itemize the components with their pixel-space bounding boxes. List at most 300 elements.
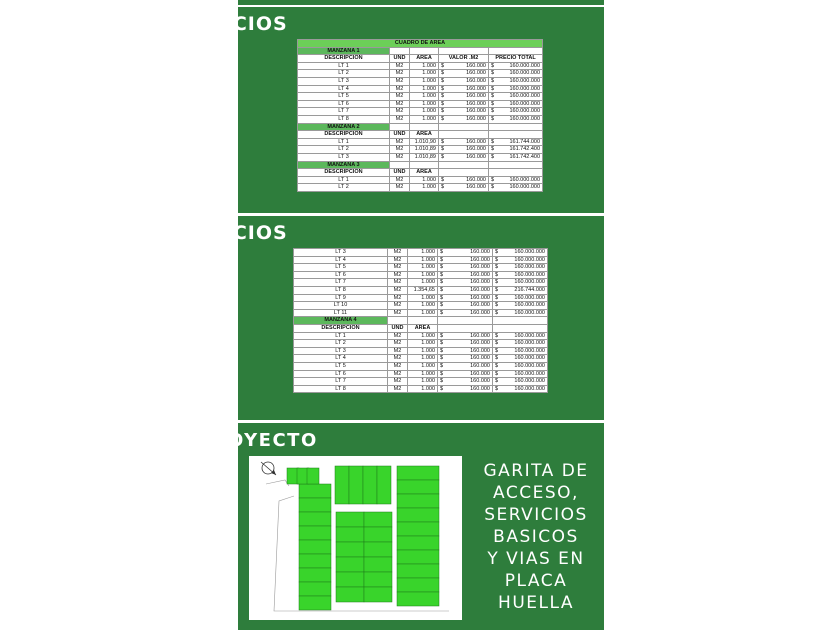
lot-area: 1.000	[408, 294, 438, 302]
amount: 160.000.000	[514, 385, 545, 392]
lot-total-price	[489, 138, 543, 146]
lot-value-m2	[439, 62, 489, 70]
lot-value-m2	[438, 385, 493, 393]
table-row	[294, 332, 548, 340]
lot-value-m2	[439, 146, 489, 154]
table-row	[294, 271, 548, 279]
lot-unit: M2	[390, 176, 410, 184]
lot-description: LT 6	[298, 100, 390, 108]
currency-symbol: $	[441, 108, 445, 115]
lot	[397, 480, 439, 494]
currency-symbol: $	[441, 100, 445, 107]
amount: 160.000	[470, 347, 490, 354]
lot-description: LT 4	[294, 355, 388, 363]
amount: 161.744.000	[509, 138, 541, 145]
lot-total-price	[489, 153, 543, 161]
amount: 160.000	[466, 85, 486, 92]
lot	[364, 572, 392, 587]
lot-area: 1.000	[408, 370, 438, 378]
amount: 160.000.000	[514, 309, 545, 316]
lot-unit: M2	[390, 153, 410, 161]
currency-symbol: $	[495, 370, 499, 377]
amenities-text	[470, 460, 602, 614]
empty-cell	[439, 47, 489, 55]
amount: 216.744.000	[514, 286, 545, 293]
lot-total-price	[489, 146, 543, 154]
lot-value-m2	[438, 355, 493, 363]
header-row	[294, 324, 548, 332]
lot-area: 1.000	[408, 378, 438, 386]
currency-symbol: $	[495, 347, 499, 354]
header-valor	[439, 131, 489, 139]
amount: 161.742.400	[509, 146, 541, 153]
table-row	[298, 115, 543, 123]
header-descripcion: DESCRIPCION	[298, 131, 390, 139]
amount: 160.000.000	[514, 271, 545, 278]
amount: 160.000	[466, 108, 486, 115]
lot-area: 1.354,65	[408, 286, 438, 294]
amount: 160.000.000	[509, 100, 541, 107]
currency-symbol: $	[441, 146, 445, 153]
lot	[364, 557, 392, 572]
header-und: UND	[390, 169, 410, 177]
amount: 160.000	[466, 138, 486, 145]
lot-description: LT 6	[294, 271, 388, 279]
lot	[299, 554, 331, 568]
lot-unit: M2	[388, 256, 408, 264]
currency-symbol: $	[440, 347, 444, 354]
currency-symbol: $	[441, 184, 445, 191]
lot-description: LT 3	[294, 347, 388, 355]
amount: 160.000	[466, 93, 486, 100]
lot-unit: M2	[390, 108, 410, 116]
lot-total-price	[493, 385, 548, 393]
lot-unit: M2	[388, 264, 408, 272]
currency-symbol: $	[491, 62, 495, 69]
lot-total-price	[489, 184, 543, 192]
table-row	[294, 294, 548, 302]
lot-unit: M2	[388, 385, 408, 393]
table-row	[294, 256, 548, 264]
lot-unit: M2	[390, 77, 410, 85]
header-area: AREA	[408, 324, 438, 332]
header-row	[298, 55, 543, 63]
lot-value-m2	[438, 249, 493, 257]
currency-symbol: $	[495, 264, 499, 271]
lot-description: LT 1	[298, 138, 390, 146]
amount: 161.742.400	[509, 153, 541, 160]
lot-value-m2	[438, 309, 493, 317]
lot-description: LT 9	[294, 294, 388, 302]
lot-area: 1.010,89	[410, 146, 439, 154]
header-und: UND	[388, 324, 408, 332]
header-valor	[438, 324, 493, 332]
lot-area: 1.000	[410, 62, 439, 70]
currency-symbol: $	[495, 332, 499, 339]
manzana-2-label: MANZANA 2	[298, 123, 390, 131]
amenities-line: HUELLA	[498, 593, 574, 613]
lot-area: 1.000	[408, 264, 438, 272]
amount: 160.000.000	[514, 264, 545, 271]
lot-value-m2	[438, 286, 493, 294]
lot	[397, 550, 439, 564]
lot-description: LT 5	[294, 362, 388, 370]
currency-symbol: $	[440, 286, 444, 293]
lot	[336, 542, 364, 557]
lot-description: LT 2	[298, 70, 390, 78]
empty-cell	[438, 317, 493, 325]
amount: 160.000	[466, 62, 486, 69]
lot	[397, 578, 439, 592]
manzana-4-label: MANZANA 4	[294, 317, 388, 325]
lot-description: LT 1	[298, 62, 390, 70]
amount: 160.000	[466, 100, 486, 107]
lot-total-price	[493, 362, 548, 370]
amount: 160.000.000	[514, 340, 545, 347]
lot	[299, 498, 331, 512]
amount: 160.000.000	[514, 362, 545, 369]
lot-unit: M2	[390, 70, 410, 78]
lot	[299, 568, 331, 582]
amount: 160.000	[470, 294, 490, 301]
header-und: UND	[390, 131, 410, 139]
lot	[336, 527, 364, 542]
amenities-line: GARITA DE	[483, 461, 589, 481]
lot	[299, 512, 331, 526]
lot	[397, 564, 439, 578]
lot-area: 1.000	[408, 385, 438, 393]
lot-description: LT 8	[298, 115, 390, 123]
lot-unit: M2	[390, 100, 410, 108]
currency-symbol: $	[440, 332, 444, 339]
amount: 160.000.000	[514, 378, 545, 385]
price-table-1	[297, 39, 543, 192]
currency-symbol: $	[440, 256, 444, 263]
lot	[349, 466, 363, 504]
amount: 160.000	[470, 256, 490, 263]
table-row	[294, 362, 548, 370]
amount: 160.000	[466, 176, 486, 183]
amount: 160.000.000	[509, 77, 541, 84]
amount: 160.000.000	[514, 332, 545, 339]
currency-symbol: $	[495, 294, 499, 301]
lot-description: LT 3	[294, 249, 388, 257]
lot-unit: M2	[388, 309, 408, 317]
amount: 160.000	[466, 146, 486, 153]
lot-area: 1.000	[410, 100, 439, 108]
amount: 160.000.000	[514, 355, 545, 362]
lot-area: 1.000	[410, 108, 439, 116]
lot-description: LT 5	[294, 264, 388, 272]
lot-area: 1.000	[410, 93, 439, 101]
table-row	[298, 184, 543, 192]
amenities-line: BASICOS	[493, 527, 579, 547]
amount: 160.000	[470, 286, 490, 293]
amount: 160.000.000	[509, 70, 541, 77]
empty-cell	[410, 47, 439, 55]
currency-symbol: $	[441, 62, 445, 69]
amount: 160.000.000	[509, 115, 541, 122]
lot	[397, 522, 439, 536]
lot-total-price	[493, 249, 548, 257]
lot-total-price	[493, 309, 548, 317]
table-row	[294, 385, 548, 393]
lot-value-m2	[438, 264, 493, 272]
currency-symbol: $	[441, 115, 445, 122]
lot-area: 1.000	[408, 340, 438, 348]
amenities-line: SERVICIOS	[484, 505, 588, 525]
lot	[364, 542, 392, 557]
table-row	[298, 138, 543, 146]
lot-description: LT 4	[294, 256, 388, 264]
lot-value-m2	[439, 77, 489, 85]
lot-total-price	[489, 115, 543, 123]
lot-unit: M2	[388, 347, 408, 355]
currency-symbol: $	[441, 77, 445, 84]
lot-value-m2	[438, 279, 493, 287]
lot-unit: M2	[390, 93, 410, 101]
currency-symbol: $	[491, 93, 495, 100]
lot-value-m2	[439, 85, 489, 93]
price-list-title-2: LISTA DE PRECIOS	[78, 222, 288, 244]
lot-area: 1.000	[408, 302, 438, 310]
header-area: AREA	[410, 55, 439, 63]
lot-value-m2	[439, 93, 489, 101]
lot-area: 1.010,90	[410, 138, 439, 146]
price-list-title-1: LISTA DE PRECIOS	[78, 13, 288, 35]
empty-cell	[410, 123, 439, 131]
currency-symbol: $	[495, 279, 499, 286]
empty-cell	[390, 161, 410, 169]
lot-total-price	[489, 100, 543, 108]
lot-total-price	[489, 77, 543, 85]
amount: 160.000.000	[509, 62, 541, 69]
currency-symbol: $	[441, 70, 445, 77]
currency-symbol: $	[495, 256, 499, 263]
table-row	[294, 302, 548, 310]
lot-value-m2	[438, 271, 493, 279]
empty-cell	[439, 161, 489, 169]
lot-area: 1.000	[410, 184, 439, 192]
lot-value-m2	[438, 347, 493, 355]
lot-area: 1.000	[408, 249, 438, 257]
amount: 160.000	[466, 153, 486, 160]
lot-total-price	[489, 85, 543, 93]
lot-value-m2	[438, 340, 493, 348]
lot-unit: M2	[388, 279, 408, 287]
lot-value-m2	[439, 100, 489, 108]
lot-total-price	[493, 279, 548, 287]
table-row	[294, 286, 548, 294]
currency-symbol: $	[495, 362, 499, 369]
header-descripcion: DESCRIPCION	[294, 324, 388, 332]
amount: 160.000.000	[514, 279, 545, 286]
amount: 160.000.000	[509, 85, 541, 92]
lot-value-m2	[439, 184, 489, 192]
header-row	[298, 131, 543, 139]
amount: 160.000	[470, 249, 490, 255]
empty-cell	[410, 161, 439, 169]
lot-area: 1.000	[410, 176, 439, 184]
table-row	[298, 153, 543, 161]
amenities-line: Y VIAS EN	[487, 549, 585, 569]
lot-unit: M2	[390, 62, 410, 70]
table-row	[294, 378, 548, 386]
empty-cell	[489, 161, 543, 169]
amount: 160.000.000	[509, 108, 541, 115]
currency-symbol: $	[440, 264, 444, 271]
currency-symbol: $	[495, 385, 499, 392]
header-valor	[439, 169, 489, 177]
lot-area: 1.000	[410, 115, 439, 123]
currency-symbol: $	[440, 385, 444, 392]
table-row	[294, 355, 548, 363]
currency-symbol: $	[441, 138, 445, 145]
lot	[336, 557, 364, 572]
currency-symbol: $	[491, 108, 495, 115]
header-row	[298, 169, 543, 177]
lot-area: 1.000	[408, 355, 438, 363]
amount: 160.000	[470, 264, 490, 271]
lot-description: LT 1	[298, 176, 390, 184]
table-row	[298, 176, 543, 184]
lot-unit: M2	[390, 138, 410, 146]
lot-total-price	[489, 62, 543, 70]
table-row	[298, 62, 543, 70]
lot-area: 1.000	[408, 309, 438, 317]
lot-area: 1.000	[408, 347, 438, 355]
lot-unit: M2	[388, 302, 408, 310]
lot-unit: M2	[388, 286, 408, 294]
table-row	[294, 264, 548, 272]
lot-unit: M2	[390, 115, 410, 123]
amount: 160.000.000	[514, 302, 545, 309]
empty-cell	[388, 317, 408, 325]
lot-description: LT 7	[294, 378, 388, 386]
lot	[364, 527, 392, 542]
currency-symbol: $	[441, 85, 445, 92]
table-row	[298, 70, 543, 78]
lot-total-price	[493, 340, 548, 348]
lot	[364, 512, 392, 527]
lot-description: LT 2	[298, 146, 390, 154]
currency-symbol: $	[495, 355, 499, 362]
currency-symbol: $	[495, 378, 499, 385]
currency-symbol: $	[491, 153, 495, 160]
lot-area: 1.000	[410, 70, 439, 78]
header-precio: PRECIO TOTAL	[489, 55, 543, 63]
amount: 160.000.000	[509, 184, 541, 191]
amount: 160.000	[470, 370, 490, 377]
amount: 160.000.000	[514, 256, 545, 263]
lot-value-m2	[439, 115, 489, 123]
lot-value-m2	[438, 370, 493, 378]
amount: 160.000	[470, 362, 490, 369]
manzana-1-label: MANZANA 1	[298, 47, 390, 55]
currency-symbol: $	[440, 309, 444, 316]
price-table-2	[293, 248, 548, 393]
lot-description: LT 6	[294, 370, 388, 378]
lot-description: LT 3	[298, 153, 390, 161]
currency-symbol: $	[441, 153, 445, 160]
manzana-row	[294, 317, 548, 325]
header-precio	[489, 169, 543, 177]
lot-total-price	[493, 355, 548, 363]
header-precio	[489, 131, 543, 139]
manzana-row	[298, 123, 543, 131]
lot-unit: M2	[388, 362, 408, 370]
currency-symbol: $	[495, 302, 499, 309]
currency-symbol: $	[491, 184, 495, 191]
currency-symbol: $	[495, 271, 499, 278]
lot-total-price	[493, 294, 548, 302]
lot-value-m2	[438, 378, 493, 386]
lot	[299, 582, 331, 596]
site-plan	[249, 456, 462, 620]
lot-unit: M2	[388, 378, 408, 386]
lot	[299, 526, 331, 540]
currency-symbol: $	[491, 100, 495, 107]
lot-total-price	[493, 271, 548, 279]
lot	[364, 587, 392, 602]
currency-symbol: $	[491, 138, 495, 145]
lot-unit: M2	[388, 294, 408, 302]
currency-symbol: $	[440, 378, 444, 385]
lot-total-price	[493, 302, 548, 310]
amount: 160.000	[466, 70, 486, 77]
amount: 160.000	[470, 378, 490, 385]
currency-symbol: $	[440, 362, 444, 369]
amount: 160.000.000	[509, 176, 541, 183]
lot-unit: M2	[390, 146, 410, 154]
currency-symbol: $	[495, 286, 499, 293]
amount: 160.000	[466, 77, 486, 84]
lot	[397, 508, 439, 522]
lot-unit: M2	[388, 370, 408, 378]
lot	[397, 536, 439, 550]
lot-description: LT 11	[294, 309, 388, 317]
lot-unit: M2	[390, 184, 410, 192]
lot-value-m2	[439, 108, 489, 116]
lot-area: 1.000	[410, 77, 439, 85]
table-row	[298, 93, 543, 101]
table-row	[298, 108, 543, 116]
currency-symbol: $	[440, 302, 444, 309]
amount: 160.000	[466, 184, 486, 191]
header-descripcion: DESCRIPCION	[298, 55, 390, 63]
amount: 160.000	[470, 332, 490, 339]
table-row	[298, 146, 543, 154]
currency-symbol: $	[495, 249, 499, 255]
currency-symbol: $	[440, 340, 444, 347]
lot-area: 1.000	[408, 279, 438, 287]
manzana-row	[298, 47, 543, 55]
currency-symbol: $	[491, 146, 495, 153]
table-row	[294, 347, 548, 355]
header-precio	[493, 324, 548, 332]
lot-total-price	[493, 286, 548, 294]
currency-symbol: $	[491, 176, 495, 183]
lot	[299, 484, 331, 498]
table-row	[294, 249, 548, 257]
lot-description: LT 2	[298, 184, 390, 192]
currency-symbol: $	[440, 370, 444, 377]
lot-total-price	[493, 264, 548, 272]
amount: 160.000	[470, 271, 490, 278]
lot-value-m2	[438, 332, 493, 340]
lot-area: 1.000	[408, 256, 438, 264]
currency-symbol: $	[491, 77, 495, 84]
